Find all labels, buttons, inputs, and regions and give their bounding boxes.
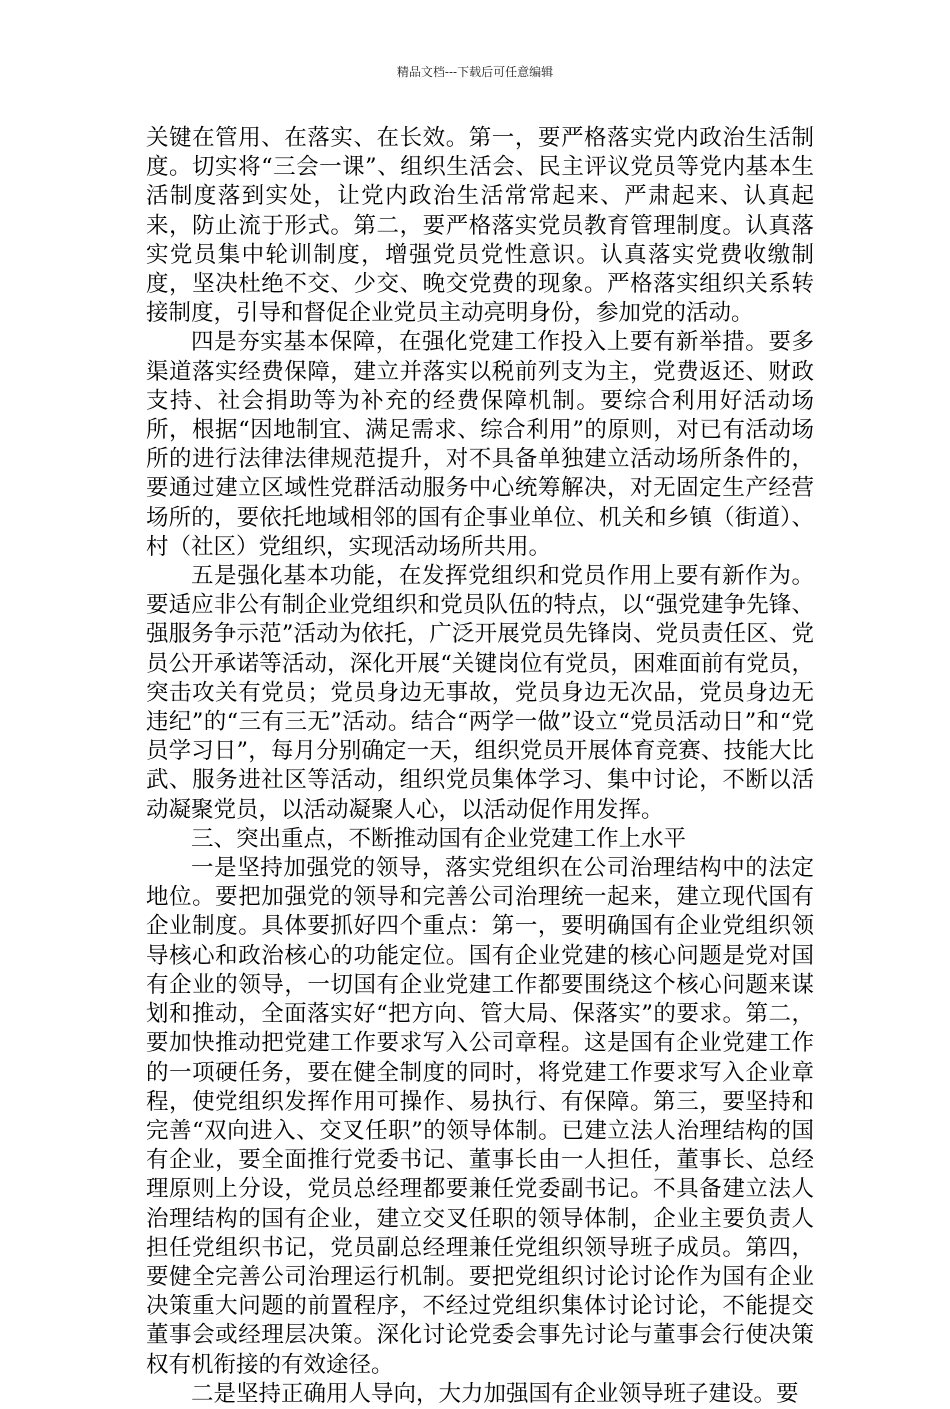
- paragraph-5: 二是坚持正确用人导向，大力加强国有企业领导班子建设。要: [191, 1380, 799, 1407]
- paragraph-3: 五是强化基本功能，在发挥党组织和党员作用上要有新作为。要适应非公有制企业党组织和党员队伍的特点，以“强党建争先锋、强服务争示范”活动为依托，广泛开展党员先锋岗、党员责任区、党员公开承诺等活动，深化开展“关键岗位有党员，困难面前有党员，突击攻关有党员；党员身边无事故，党员身边无次品，党员身边无违纪”的“三有三无”活动。结合“两学一做”设立“党员活动日”和“党员学习日”，每月分别确定一天，组织党员开展体育竞赛、技能大比武、服务进社区等活动，组织党员集体学习、集中讨论，不断以活动凝聚党员，以活动凝聚人心，以活动促作用发挥。: [146, 563, 814, 823]
- paragraph-2: 四是夯实基本保障，在强化党建工作投入上要有新举措。要多渠道落实经费保障，建立并落实以税前列支为主，党费返还、财政支持、社会捐助等为补充的经费保障机制。要综合利用好活动场所，根据“因地制宜、满足需求、综合利用”的原则，对已有活动场所的进行法律法律规范提升，对不具备单独建立活动场所条件的，要通过建立区域性党群活动服务中心统筹解决，对无固定生产经营场所的，要依托地域相邻的国有企事业单位、机关和乡镇（街道）、村（社区）党组织，实现活动场所共用。: [146, 329, 814, 560]
- document-body: [146, 124, 814, 1409]
- section-heading: 三、突出重点，不断推动国有企业党建工作上水平: [191, 825, 687, 852]
- paragraph-4: 一是坚持加强党的领导，落实党组织在公司治理结构中的法定地位。要把加强党的领导和完善公司治理统一起来，建立现代国有企业制度。具体要抓好四个重点：第一，要明确国有企业党组织领导核心和政治核心的功能定位。国有企业党建的核心问题是党对国有企业的领导，一切国有企业党建工作都要围绕这个核心问题来谋划和推动，全面落实好“把方向、管大局、保落实”的要求。第二，要加快推动把党建工作要求写入公司章程。这是国有企业党建工作的一项硬任务，要在健全制度的同时，将党建工作要求写入企业章程，使党组织发挥作用可操作、易执行、有保障。第三，要坚持和完善“双向进入、交叉任职”的领导体制。已建立法人治理结构的国有企业，要全面推行党委书记、董事长由一人担任，董事长、总经理原则上分设，党员总经理都要兼任党委副书记。不具备建立法人治理结构的国有企业，建立交叉任职的领导体制，企业主要负责人担任党组织书记，党员副总经理兼任党组织领导班子成员。第四，要健全完善公司治理运行机制。要把党组织讨论讨论作为国有企业决策重大问题的前置程序，不经过党组织集体讨论讨论，不能提交董事会或经理层决策。深化讨论党委会事先讨论与董事会行使决策权有机衔接的有效途径。: [146, 855, 814, 1378]
- page-header: 精品文档---下载后可任意编辑: [396, 65, 554, 79]
- paragraph-1: 关键在管用、在落实、在长效。第一，要严格落实党内政治生活制度。切实将“三会一课”、组织生活会、民主评议党员等党内基本生活制度落到实处，让党内政治生活常常起来、严肃起来、认真起来，防止流于形式。第二，要严格落实党员教育管理制度。认真落实党员集中轮训制度，增强党员党性意识。认真落实党费收缴制度，坚决杜绝不交、少交、晚交党费的现象。严格落实组织关系转接制度，引导和督促企业党员主动亮明身份，参加党的活动。: [146, 125, 814, 327]
